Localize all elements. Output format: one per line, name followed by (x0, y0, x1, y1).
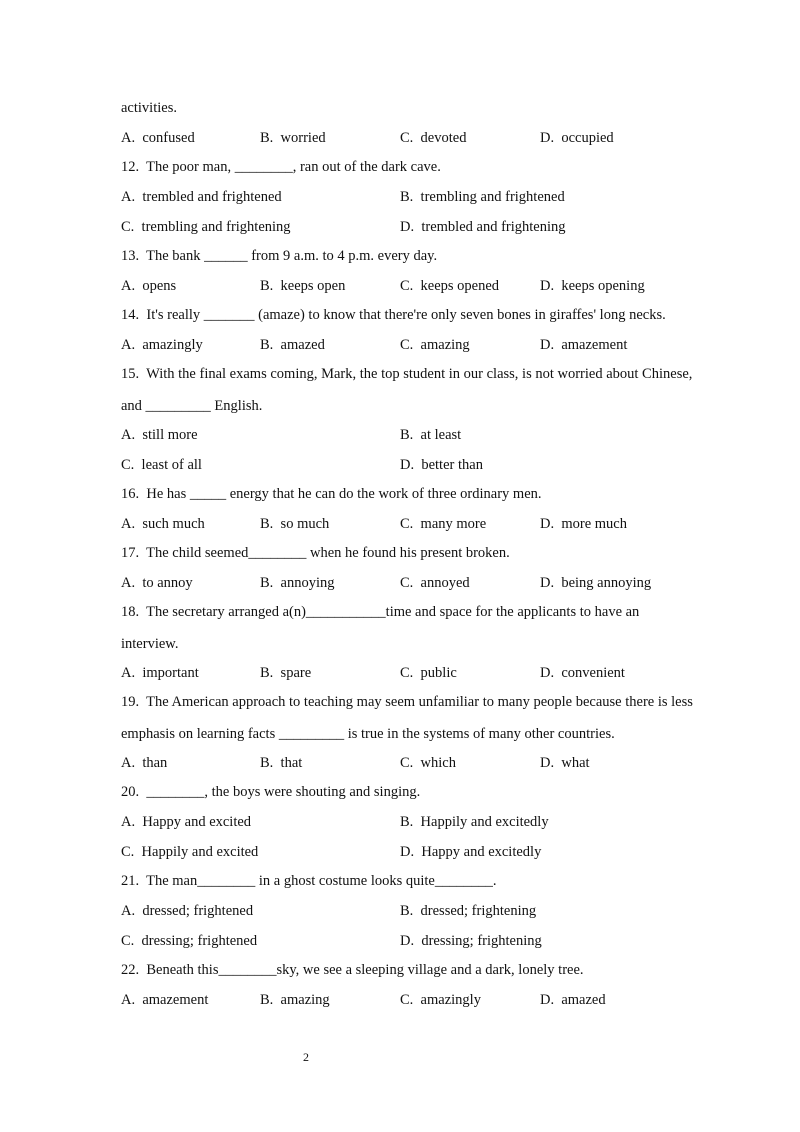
q16-stem: 16. He has _____ energy that he can do the work of three ordinary men. (121, 486, 542, 502)
q14-option-b: B. amazed (260, 337, 325, 353)
q22-option-a: A. amazement (121, 992, 209, 1008)
q14-stem: 14. It's really _______ (amaze) to know that there're only seven bones in giraffes' long necks. (121, 307, 666, 323)
q19-option-a: A. than (121, 755, 168, 771)
q14-option-c: C. amazing (400, 337, 470, 353)
q15-stem-line-1: 15. With the final exams coming, Mark, the top student in our class, is not worried about Chinese, (121, 366, 693, 382)
q21-option-d: D. dressing; frightening (400, 933, 542, 949)
q21-option-c: C. dressing; frightened (121, 933, 258, 949)
q11-option-d: D. occupied (540, 130, 614, 146)
q22-stem: 22. Beneath this________sky, we see a sleeping village and a dark, lonely tree. (121, 962, 584, 978)
q11-continuation: activities. (121, 100, 177, 116)
q13-option-d: D. keeps opening (540, 278, 645, 294)
q12-option-b: B. trembling and frightened (400, 189, 565, 205)
q11-option-c: C. devoted (400, 130, 467, 146)
q15-option-a: A. still more (121, 427, 198, 443)
q12-stem: 12. The poor man, ________, ran out of the dark cave. (121, 159, 441, 175)
q21-option-a: A. dressed; frightened (121, 903, 254, 919)
q12-option-a: A. trembled and frightened (121, 189, 282, 205)
q18-stem-line-1: 18. The secretary arranged a(n)___________time and space for the applicants to have an (121, 604, 640, 620)
q17-option-c: C. annoyed (400, 575, 470, 591)
q13-stem: 13. The bank ______ from 9 a.m. to 4 p.m. every day. (121, 248, 438, 264)
q19-option-d: D. what (540, 755, 590, 771)
q16-option-d: D. more much (540, 516, 627, 532)
q17-option-b: B. annoying (260, 575, 335, 591)
q21-stem: 21. The man________ in a ghost costume looks quite________. (121, 873, 497, 889)
q11-option-b: B. worried (260, 130, 326, 146)
q18-option-b: B. spare (260, 665, 312, 681)
q20-stem: 20. ________, the boys were shouting and singing. (121, 784, 421, 800)
q20-option-b: B. Happily and excitedly (400, 814, 549, 830)
q20-option-d: D. Happy and excitedly (400, 844, 542, 860)
q16-option-c: C. many more (400, 516, 487, 532)
q17-option-d: D. being annoying (540, 575, 652, 591)
q19-option-c: C. which (400, 755, 456, 771)
q14-option-d: D. amazement (540, 337, 628, 353)
q20-option-a: A. Happy and excited (121, 814, 252, 830)
q15-option-b: B. at least (400, 427, 462, 443)
q18-stem-line-2: interview. (121, 636, 179, 652)
q19-option-b: B. that (260, 755, 303, 771)
q15-stem-line-2: and _________ English. (121, 398, 263, 414)
q22-option-b: B. amazing (260, 992, 330, 1008)
q14-option-a: A. amazingly (121, 337, 203, 353)
q19-stem-line-2: emphasis on learning facts _________ is true in the systems of many other countries. (121, 726, 615, 742)
q21-option-b: B. dressed; frightening (400, 903, 537, 919)
q16-option-b: B. so much (260, 516, 330, 532)
page-number: 2 (303, 1050, 309, 1064)
q18-option-d: D. convenient (540, 665, 625, 681)
q18-option-c: C. public (400, 665, 457, 681)
q17-stem: 17. The child seemed________ when he found his present broken. (121, 545, 510, 561)
q12-option-c: C. trembling and frightening (121, 219, 291, 235)
q16-option-a: A. such much (121, 516, 205, 532)
q19-stem-line-1: 19. The American approach to teaching may seem unfamiliar to many people because there is less (121, 694, 693, 710)
q13-option-a: A. opens (121, 278, 177, 294)
q20-option-c: C. Happily and excited (121, 844, 259, 860)
q18-option-a: A. important (121, 665, 199, 681)
q12-option-d: D. trembled and frightening (400, 219, 566, 235)
q22-option-c: C. amazingly (400, 992, 481, 1008)
q15-option-c: C. least of all (121, 457, 202, 473)
q17-option-a: A. to annoy (121, 575, 193, 591)
q11-option-a: A. confused (121, 130, 195, 146)
q15-option-d: D. better than (400, 457, 483, 473)
q13-option-c: C. keeps opened (400, 278, 500, 294)
q22-option-d: D. amazed (540, 992, 606, 1008)
q13-option-b: B. keeps open (260, 278, 346, 294)
